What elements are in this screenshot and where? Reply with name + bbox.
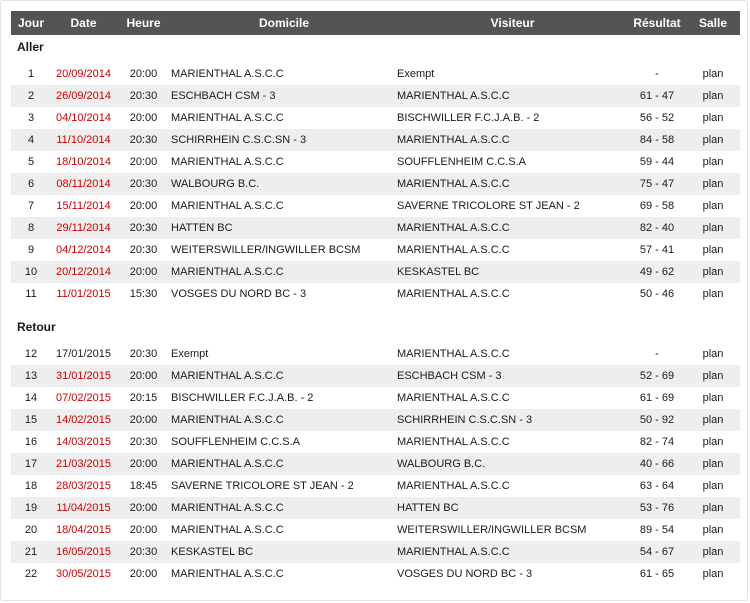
cell-resultat: 56 - 52 [628, 107, 686, 129]
plan-link[interactable]: plan [702, 90, 724, 102]
cell-domicile: MARIENTHAL A.S.C.C [171, 563, 397, 585]
plan-link[interactable]: plan [702, 178, 724, 190]
table-row [11, 519, 740, 541]
cell-heure: 20:30 [116, 85, 171, 107]
plan-link[interactable]: plan [702, 458, 724, 470]
cell-domicile: MARIENTHAL A.S.C.C [171, 497, 397, 519]
cell-visiteur: MARIENTHAL A.S.C.C [397, 475, 628, 497]
cell-date: 14/02/2015 [51, 409, 116, 431]
cell-salle-plan-link[interactable] [686, 365, 740, 387]
cell-heure: 20:00 [116, 365, 171, 387]
cell-date: 29/11/2014 [51, 217, 116, 239]
cell-visiteur: ESCHBACH CSM - 3 [397, 365, 628, 387]
cell-date: 15/11/2014 [51, 195, 116, 217]
section-title: Retour [11, 315, 740, 339]
cell-salle-plan-link[interactable] [686, 129, 740, 151]
cell-visiteur: MARIENTHAL A.S.C.C [397, 431, 628, 453]
cell-visiteur: MARIENTHAL A.S.C.C [397, 239, 628, 261]
cell-resultat: 54 - 67 [628, 541, 686, 563]
section-header-row [11, 35, 740, 59]
cell-heure: 20:30 [116, 239, 171, 261]
cell-jour: 15 [11, 409, 51, 431]
cell-heure: 20:00 [116, 195, 171, 217]
header-jour[interactable]: Jour [11, 11, 51, 35]
schedule-table [11, 11, 740, 585]
cell-resultat: - [628, 343, 686, 365]
plan-link[interactable]: plan [702, 134, 724, 146]
cell-domicile: VOSGES DU NORD BC - 3 [171, 283, 397, 305]
cell-date: 20/12/2014 [51, 261, 116, 283]
cell-jour: 12 [11, 343, 51, 365]
cell-domicile: Exempt [171, 343, 397, 365]
cell-visiteur: SOUFFLENHEIM C.C.S.A [397, 151, 628, 173]
cell-date: 30/05/2015 [51, 563, 116, 585]
cell-visiteur: BISCHWILLER F.C.J.A.B. - 2 [397, 107, 628, 129]
table-row [11, 431, 740, 453]
header-resultat[interactable]: Résultat [628, 11, 686, 35]
cell-jour: 14 [11, 387, 51, 409]
cell-heure: 20:30 [116, 541, 171, 563]
header-domicile[interactable]: Domicile [171, 11, 397, 35]
table-row [11, 261, 740, 283]
cell-resultat: 61 - 69 [628, 387, 686, 409]
cell-heure: 20:00 [116, 519, 171, 541]
cell-jour: 18 [11, 475, 51, 497]
cell-jour: 4 [11, 129, 51, 151]
cell-visiteur: MARIENTHAL A.S.C.C [397, 129, 628, 151]
cell-date: 17/01/2015 [51, 343, 116, 365]
plan-link[interactable]: plan [702, 112, 724, 124]
table-row [11, 107, 740, 129]
cell-resultat: - [628, 63, 686, 85]
cell-salle-plan-link[interactable] [686, 519, 740, 541]
cell-resultat: 75 - 47 [628, 173, 686, 195]
plan-link[interactable]: plan [702, 370, 724, 382]
cell-date: 20/09/2014 [51, 63, 116, 85]
cell-domicile: MARIENTHAL A.S.C.C [171, 63, 397, 85]
cell-heure: 20:00 [116, 497, 171, 519]
cell-domicile: MARIENTHAL A.S.C.C [171, 409, 397, 431]
cell-jour: 16 [11, 431, 51, 453]
plan-link[interactable]: plan [702, 288, 724, 300]
cell-salle-plan-link[interactable] [686, 217, 740, 239]
cell-date: 16/05/2015 [51, 541, 116, 563]
cell-date: 08/11/2014 [51, 173, 116, 195]
cell-salle-plan-link[interactable] [686, 239, 740, 261]
cell-date: 11/04/2015 [51, 497, 116, 519]
plan-link[interactable]: plan [702, 266, 724, 278]
cell-salle-plan-link[interactable] [686, 343, 740, 365]
cell-salle-plan-link[interactable] [686, 151, 740, 173]
cell-visiteur: MARIENTHAL A.S.C.C [397, 85, 628, 107]
cell-domicile: BISCHWILLER F.C.J.A.B. - 2 [171, 387, 397, 409]
cell-domicile: MARIENTHAL A.S.C.C [171, 519, 397, 541]
header-salle[interactable]: Salle [686, 11, 740, 35]
cell-heure: 20:30 [116, 173, 171, 195]
cell-visiteur: MARIENTHAL A.S.C.C [397, 387, 628, 409]
plan-link[interactable]: plan [702, 392, 724, 404]
schedule-body [11, 35, 740, 585]
cell-heure: 20:00 [116, 63, 171, 85]
cell-salle-plan-link[interactable] [686, 497, 740, 519]
cell-heure: 15:30 [116, 283, 171, 305]
cell-visiteur: KESKASTEL BC [397, 261, 628, 283]
table-row [11, 283, 740, 305]
cell-salle-plan-link[interactable] [686, 475, 740, 497]
cell-jour: 13 [11, 365, 51, 387]
cell-resultat: 53 - 76 [628, 497, 686, 519]
plan-link[interactable]: plan [702, 502, 724, 514]
cell-resultat: 89 - 54 [628, 519, 686, 541]
cell-visiteur: MARIENTHAL A.S.C.C [397, 343, 628, 365]
cell-resultat: 84 - 58 [628, 129, 686, 151]
table-row [11, 365, 740, 387]
section-title: Aller [11, 35, 740, 59]
cell-salle-plan-link[interactable] [686, 261, 740, 283]
plan-link[interactable]: plan [702, 222, 724, 234]
cell-heure: 18:45 [116, 475, 171, 497]
cell-domicile: MARIENTHAL A.S.C.C [171, 107, 397, 129]
cell-heure: 20:30 [116, 343, 171, 365]
cell-heure: 20:30 [116, 129, 171, 151]
cell-resultat: 61 - 65 [628, 563, 686, 585]
cell-domicile: SCHIRRHEIN C.S.C.SN - 3 [171, 129, 397, 151]
cell-salle-plan-link[interactable] [686, 85, 740, 107]
cell-jour: 7 [11, 195, 51, 217]
cell-visiteur: WEITERSWILLER/INGWILLER BCSM [397, 519, 628, 541]
cell-domicile: MARIENTHAL A.S.C.C [171, 365, 397, 387]
cell-jour: 8 [11, 217, 51, 239]
cell-domicile: MARIENTHAL A.S.C.C [171, 195, 397, 217]
cell-salle-plan-link[interactable] [686, 173, 740, 195]
cell-resultat: 61 - 47 [628, 85, 686, 107]
cell-resultat: 63 - 64 [628, 475, 686, 497]
cell-domicile: MARIENTHAL A.S.C.C [171, 151, 397, 173]
cell-salle-plan-link[interactable] [686, 563, 740, 585]
cell-heure: 20:30 [116, 217, 171, 239]
cell-domicile: HATTEN BC [171, 217, 397, 239]
table-header-row [11, 11, 740, 35]
cell-heure: 20:00 [116, 453, 171, 475]
cell-visiteur: MARIENTHAL A.S.C.C [397, 283, 628, 305]
cell-domicile: SAVERNE TRICOLORE ST JEAN - 2 [171, 475, 397, 497]
cell-salle-plan-link[interactable] [686, 431, 740, 453]
plan-link[interactable]: plan [702, 68, 724, 80]
cell-visiteur: SCHIRRHEIN C.S.C.SN - 3 [397, 409, 628, 431]
cell-date: 14/03/2015 [51, 431, 116, 453]
table-row [11, 541, 740, 563]
plan-link[interactable]: plan [702, 156, 724, 168]
cell-heure: 20:00 [116, 151, 171, 173]
cell-salle-plan-link[interactable] [686, 107, 740, 129]
cell-salle-plan-link[interactable] [686, 283, 740, 305]
cell-jour: 10 [11, 261, 51, 283]
table-row [11, 217, 740, 239]
cell-resultat: 69 - 58 [628, 195, 686, 217]
cell-date: 31/01/2015 [51, 365, 116, 387]
cell-jour: 19 [11, 497, 51, 519]
table-row [11, 129, 740, 151]
cell-jour: 21 [11, 541, 51, 563]
cell-heure: 20:00 [116, 409, 171, 431]
cell-resultat: 52 - 69 [628, 365, 686, 387]
cell-salle-plan-link[interactable] [686, 387, 740, 409]
cell-domicile: WALBOURG B.C. [171, 173, 397, 195]
cell-visiteur: HATTEN BC [397, 497, 628, 519]
header-visiteur[interactable]: Visiteur [397, 11, 628, 35]
cell-heure: 20:00 [116, 563, 171, 585]
table-row [11, 497, 740, 519]
table-row [11, 63, 740, 85]
header-heure[interactable]: Heure [116, 11, 171, 35]
table-row [11, 85, 740, 107]
cell-resultat: 59 - 44 [628, 151, 686, 173]
plan-link[interactable]: plan [702, 348, 724, 360]
cell-domicile: WEITERSWILLER/INGWILLER BCSM [171, 239, 397, 261]
cell-resultat: 50 - 46 [628, 283, 686, 305]
cell-salle-plan-link[interactable] [686, 195, 740, 217]
cell-visiteur: MARIENTHAL A.S.C.C [397, 173, 628, 195]
cell-jour: 9 [11, 239, 51, 261]
table-row [11, 173, 740, 195]
cell-jour: 17 [11, 453, 51, 475]
cell-visiteur: Exempt [397, 63, 628, 85]
cell-heure: 20:30 [116, 431, 171, 453]
table-row [11, 453, 740, 475]
plan-link[interactable]: plan [702, 546, 724, 558]
table-row [11, 563, 740, 585]
cell-domicile: MARIENTHAL A.S.C.C [171, 453, 397, 475]
cell-salle-plan-link[interactable] [686, 453, 740, 475]
cell-date: 11/01/2015 [51, 283, 116, 305]
cell-date: 18/10/2014 [51, 151, 116, 173]
table-row [11, 151, 740, 173]
table-row [11, 239, 740, 261]
header-date[interactable]: Date [51, 11, 116, 35]
cell-date: 18/04/2015 [51, 519, 116, 541]
plan-link[interactable]: plan [702, 480, 724, 492]
cell-date: 28/03/2015 [51, 475, 116, 497]
table-row [11, 387, 740, 409]
cell-visiteur: MARIENTHAL A.S.C.C [397, 217, 628, 239]
cell-resultat: 50 - 92 [628, 409, 686, 431]
cell-visiteur: MARIENTHAL A.S.C.C [397, 541, 628, 563]
plan-link[interactable]: plan [702, 568, 724, 580]
cell-salle-plan-link[interactable] [686, 541, 740, 563]
cell-resultat: 49 - 62 [628, 261, 686, 283]
cell-date: 11/10/2014 [51, 129, 116, 151]
cell-jour: 20 [11, 519, 51, 541]
cell-jour: 11 [11, 283, 51, 305]
cell-heure: 20:00 [116, 261, 171, 283]
cell-salle-plan-link[interactable] [686, 409, 740, 431]
cell-jour: 1 [11, 63, 51, 85]
cell-salle-plan-link[interactable] [686, 63, 740, 85]
cell-resultat: 57 - 41 [628, 239, 686, 261]
cell-date: 07/02/2015 [51, 387, 116, 409]
table-row [11, 343, 740, 365]
plan-link[interactable]: plan [702, 414, 724, 426]
section-spacer [11, 305, 740, 315]
table-row [11, 195, 740, 217]
cell-resultat: 82 - 74 [628, 431, 686, 453]
cell-resultat: 40 - 66 [628, 453, 686, 475]
cell-domicile: SOUFFLENHEIM C.C.S.A [171, 431, 397, 453]
table-row [11, 475, 740, 497]
cell-jour: 3 [11, 107, 51, 129]
cell-resultat: 82 - 40 [628, 217, 686, 239]
cell-domicile: KESKASTEL BC [171, 541, 397, 563]
plan-link[interactable]: plan [702, 200, 724, 212]
section-header-row [11, 315, 740, 339]
table-row [11, 409, 740, 431]
plan-link[interactable]: plan [702, 244, 724, 256]
plan-link[interactable]: plan [702, 436, 724, 448]
cell-date: 21/03/2015 [51, 453, 116, 475]
cell-jour: 22 [11, 563, 51, 585]
cell-jour: 6 [11, 173, 51, 195]
cell-date: 04/10/2014 [51, 107, 116, 129]
cell-domicile: ESCHBACH CSM - 3 [171, 85, 397, 107]
cell-date: 04/12/2014 [51, 239, 116, 261]
cell-visiteur: VOSGES DU NORD BC - 3 [397, 563, 628, 585]
cell-jour: 2 [11, 85, 51, 107]
cell-heure: 20:00 [116, 107, 171, 129]
cell-jour: 5 [11, 151, 51, 173]
cell-domicile: MARIENTHAL A.S.C.C [171, 261, 397, 283]
cell-date: 26/09/2014 [51, 85, 116, 107]
plan-link[interactable]: plan [702, 524, 724, 536]
cell-visiteur: WALBOURG B.C. [397, 453, 628, 475]
cell-heure: 20:15 [116, 387, 171, 409]
cell-visiteur: SAVERNE TRICOLORE ST JEAN - 2 [397, 195, 628, 217]
spacer-cell [11, 305, 740, 315]
